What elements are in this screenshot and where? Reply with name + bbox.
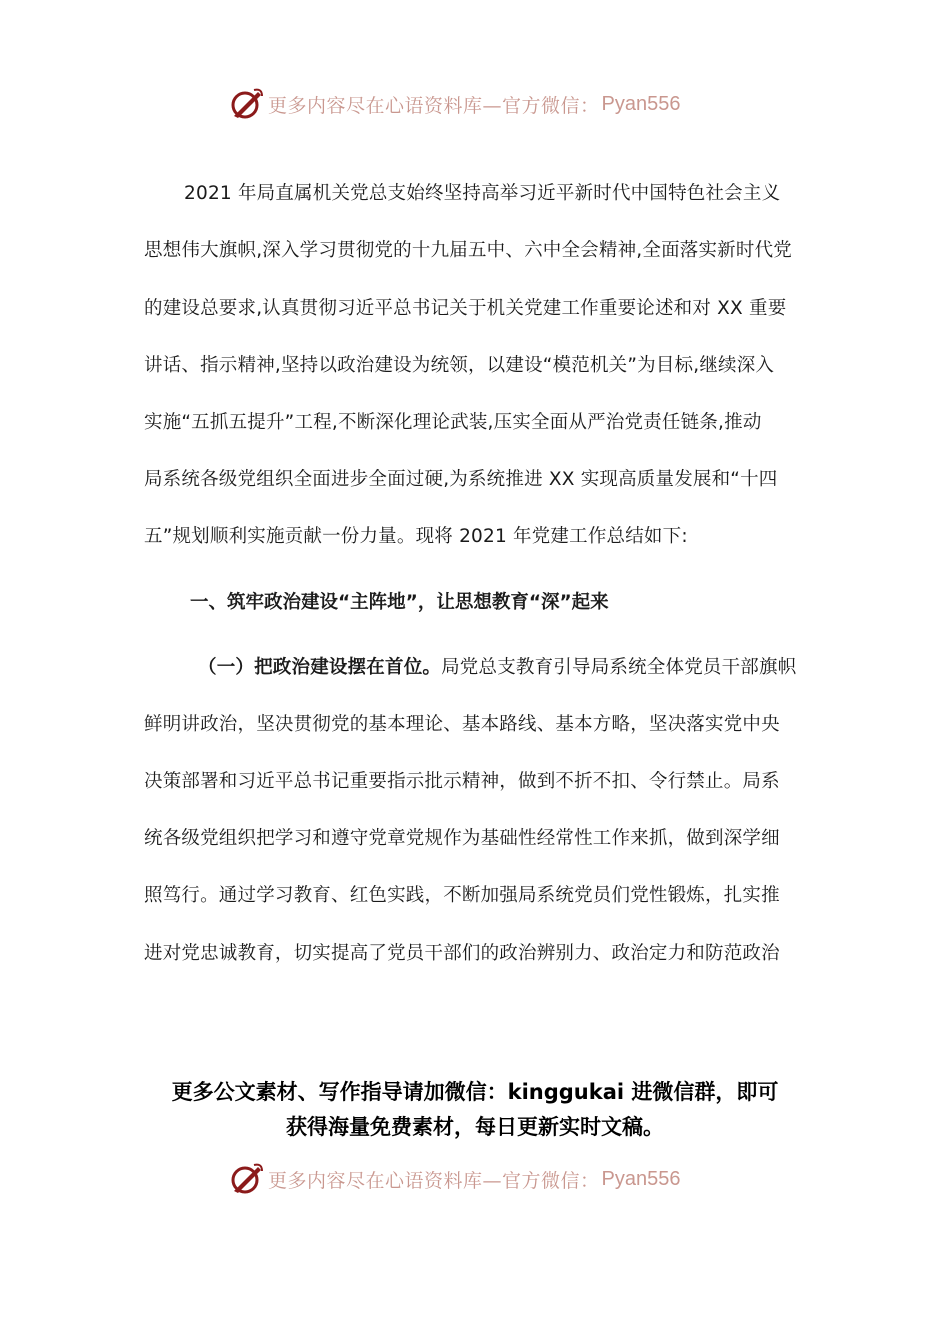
intro-line-7: 五”规划顺利实施贡献一份力量。现将 2021 年党建工作总结如下: bbox=[144, 526, 688, 547]
footer-promo-line-1: 更多公文素材、写作指导请加微信：kinggukai 进微信群，即可 bbox=[171, 1080, 779, 1104]
footer-promo-line-2: 获得海量免费素材，每日更新实时文稿。 bbox=[286, 1115, 664, 1139]
intro-line-3: 的建设总要求,认真贯彻习近平总书记关于机关党建工作重要论述和对 XX 重要 bbox=[144, 298, 787, 319]
subsection-first-line bbox=[198, 655, 796, 681]
quill-pen-logo-icon bbox=[228, 86, 264, 122]
subsection-line-4: 统各级党组织把学习和遵守党章党规作为基础性经常性工作来抓，做到深学细 bbox=[144, 828, 780, 849]
subsection-line-5: 照笃行。通过学习教育、红色实践，不断加强局系统党员们党性锻炼，扎实推 bbox=[144, 885, 780, 906]
intro-line-2: 思想伟大旗帜,深入学习贯彻党的十九届五中、六中全会精神,全面落实新时代党 bbox=[144, 240, 792, 261]
quill-pen-logo-icon bbox=[228, 1161, 264, 1197]
intro-line-1: 2021 年局直属机关党总支始终坚持高举习近平新时代中国特色社会主义 bbox=[184, 183, 781, 204]
subsection-first-line-text: 局党总支教育引导局系统全体党员干部旗帜 bbox=[441, 657, 797, 678]
subsection-line-3: 决策部署和习近平总书记重要指示批示精神，做到不折不扣、令行禁止。局系 bbox=[144, 771, 780, 792]
watermark-text: 更多内容尽在心语资料库—官方微信： bbox=[268, 1169, 600, 1192]
intro-line-4: 讲话、指示精神,坚持以政治建设为统领，以建设“模范机关”为目标,继续深入 bbox=[144, 355, 775, 376]
subsection-line-6: 进对党忠诚教育，切实提高了党员干部们的政治辨别力、政治定力和防范政治 bbox=[144, 943, 780, 964]
watermark-banner-top bbox=[228, 84, 680, 124]
watermark-wechat-id: Pyan556 bbox=[601, 1167, 681, 1190]
section-heading: 一、筑牢政治建设“主阵地”，让思想教育“深”起来 bbox=[190, 592, 609, 613]
watermark-banner-bottom bbox=[228, 1159, 680, 1199]
intro-line-6: 局系统各级党组织全面进步全面过硬,为系统推进 XX 实现高质量发展和“十四 bbox=[144, 469, 778, 490]
watermark-text: 更多内容尽在心语资料库—官方微信： bbox=[268, 94, 600, 117]
subsection-title: （一）把政治建设摆在首位。 bbox=[198, 657, 442, 678]
subsection-line-2: 鲜明讲政治，坚决贯彻党的基本理论、基本路线、基本方略，坚决落实党中央 bbox=[144, 714, 780, 735]
watermark-wechat-id: Pyan556 bbox=[601, 92, 681, 115]
intro-line-5: 实施“五抓五提升”工程,不断深化理论武装,压实全面从严治党责任链条,推动 bbox=[144, 412, 762, 433]
